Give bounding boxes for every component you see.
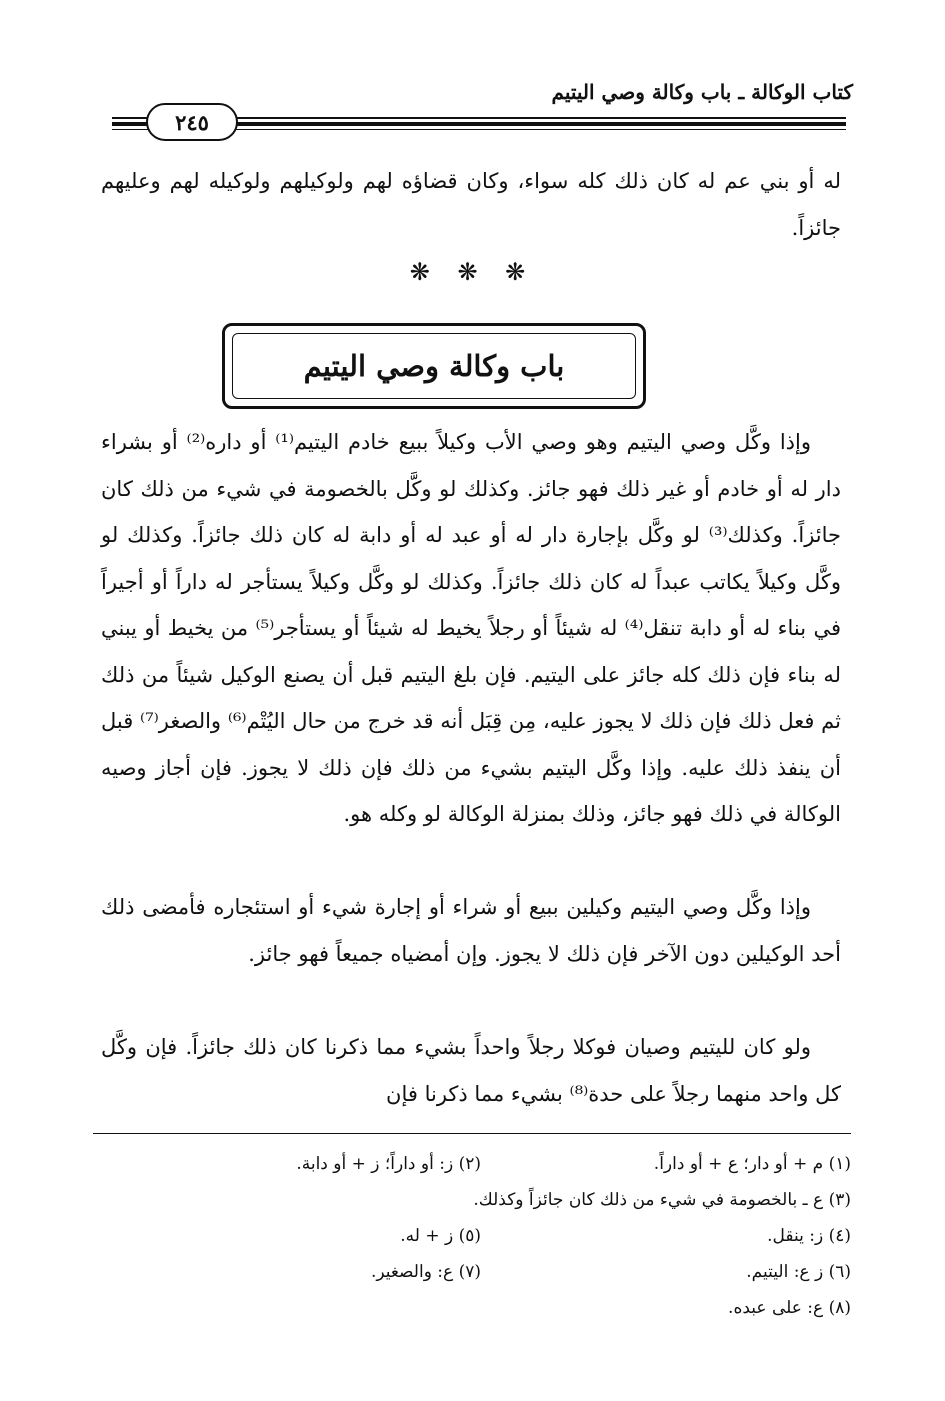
footnote: (٨) ع: على عبده.	[728, 1298, 851, 1318]
paragraph-text: وإذا وكَّل وصي اليتيم وهو وصي الأب وكيلاً ببيع خادم اليتيم⁽¹⁾ أو داره⁽²⁾ أو بشراء دار له أو خادم أو غير ذلك فهو جائز. وكذلك لو وكَّل بالخصومة في شيء من ذلك كان جائزاً. وكذلك⁽³⁾ لو وكَّل بإجارة دار له أو عبد له أو دابة له كان ذلك جائزاً. وكذلك لو وكَّل وكيلاً يكاتب عبداً له كان ذلك جائزاً. وكذلك لو وكَّل وكيلاً يستأجر له داراً أو أجيراً في بناء له أو دابة تنقل⁽⁴⁾ له شيئاً أو رجلاً يخيط له شيئاً أو يستأجر⁽⁵⁾ من يخيط أو يبني له بناء فإن ذلك كله جائز على اليتيم. فإن بلغ اليتيم قبل أن يصنع الوكيل شيئاً من ذلك ثم فعل ذلك فإن ذلك لا يجوز عليه، مِن قِبَل أنه قد خرج من حال اليُتْم⁽⁶⁾ والصغر⁽⁷⁾ قبل أن ينفذ ذلك عليه. وإذا وكَّل اليتيم بشيء من ذلك فإن ذلك لا يجوز. فإن أجاز وصيه الوكالة في ذلك فهو جائز، وذلك بمنزلة الوكالة لو وكله هو.	[101, 430, 841, 826]
footnotes	[93, 1146, 851, 1326]
footnote: (١) م + أو دار؛ ع + أو داراً.	[653, 1154, 851, 1174]
page-number: ٢٤٥	[175, 109, 209, 135]
footnote-row	[93, 1182, 851, 1218]
footnote: (٣) ع ـ بالخصومة في شيء من ذلك كان جائزاً وكذلك.	[473, 1190, 851, 1210]
footnote-row	[93, 1290, 851, 1326]
paragraph	[101, 884, 841, 977]
footnote: (٤) ز: ينقل.	[767, 1226, 851, 1246]
footnote: (٧) ع: والصغير.	[370, 1262, 481, 1282]
footnote-row	[93, 1254, 851, 1290]
chapter-title-frame	[222, 323, 646, 409]
page-number-badge	[146, 103, 238, 141]
paragraph	[101, 1024, 841, 1117]
paragraph	[101, 419, 841, 838]
running-header-title: كتاب الوكالة ـ باب وكالة وصي اليتيم	[551, 80, 853, 104]
footnote: (٦) ز ع: اليتيم.	[746, 1262, 851, 1282]
footnote: (٥) ز + له.	[400, 1226, 481, 1246]
section-divider-ornament: ❋ ❋ ❋	[409, 258, 536, 286]
paragraph-text: وإذا وكَّل وصي اليتيم وكيلين ببيع أو شراء أو إجارة شيء أو استئجاره فأمضى ذلك أحد الوكيلين دون الآخر فإن ذلك لا يجوز. وإن أمضياه جميعاً فهو جائز.	[101, 895, 841, 966]
footnote-separator	[93, 1133, 851, 1134]
chapter-title-inner-frame	[232, 333, 636, 399]
paragraph-continuation: له أو بني عم له كان ذلك كله سواء، وكان قضاؤه لهم ولوكيلهم ولوكيله لهم وعليهم جائزاً.	[101, 169, 841, 240]
chapter-title: باب وكالة وصي اليتيم	[303, 349, 565, 383]
footnote-row	[93, 1146, 851, 1182]
footnote: (٢) ز: أو داراً؛ ز + أو دابة.	[296, 1154, 481, 1174]
footnote-row	[93, 1218, 851, 1254]
paragraph-text: ولو كان لليتيم وصيان فوكلا رجلاً واحداً بشيء مما ذكرنا كان ذلك جائزاً. فإن وكَّل كل واحد منهما رجلاً على حدة⁽⁸⁾ بشيء مما ذكرنا فإن	[101, 1035, 841, 1106]
